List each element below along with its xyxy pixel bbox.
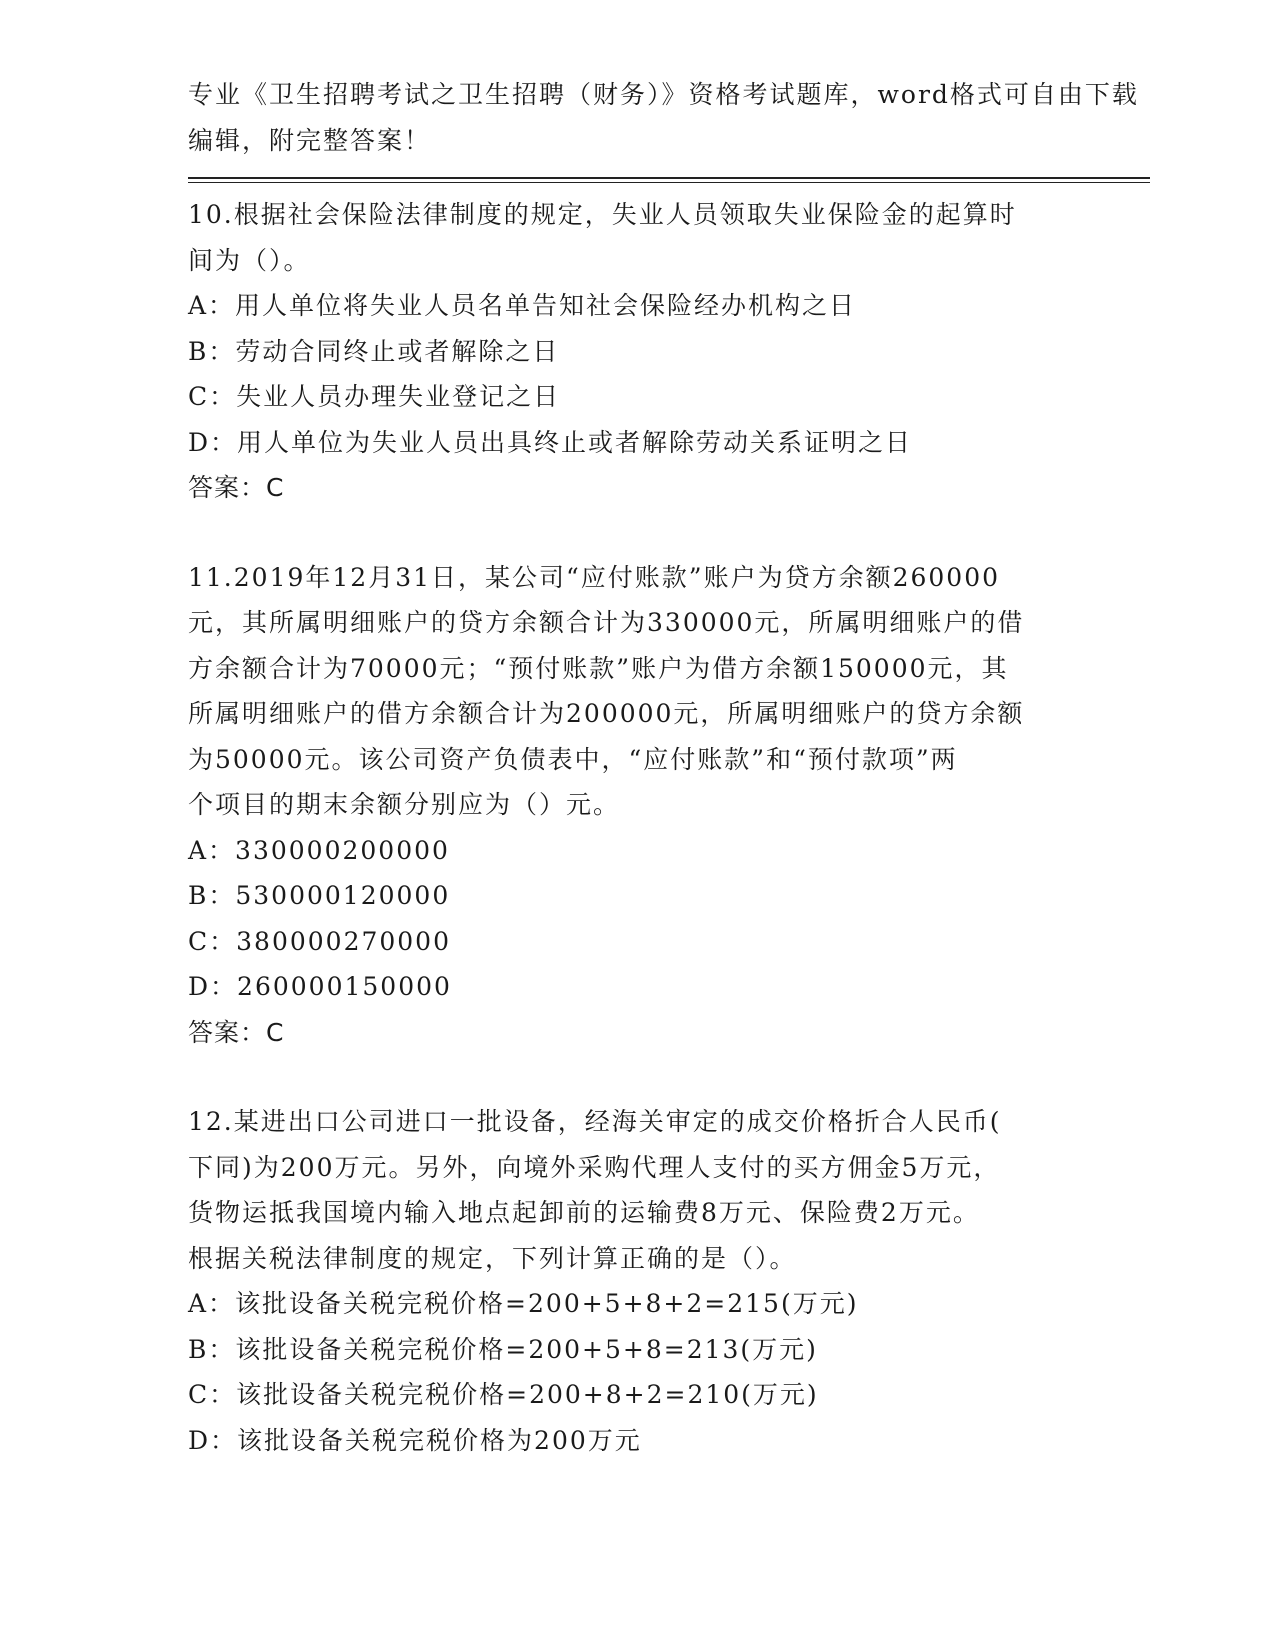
option-d: D：该批设备关税完税价格为200万元 — [188, 1425, 642, 1455]
option-a: A：用人单位将失业人员名单告知社会保险经办机构之日 — [188, 291, 857, 320]
question-spacer — [188, 1055, 1088, 1099]
question-stem-line: 元，其所属明细账户的贷方余额合计为330000元，所属明细账户的借 — [188, 608, 1025, 637]
question-11 — [188, 555, 1088, 1056]
question-stem-line: 10.根据社会保险法律制度的规定，失业人员领取失业保险金的起算时 — [188, 200, 1017, 229]
option-d: D：用人单位为失业人员出具终止或者解除劳动关系证明之日 — [188, 427, 913, 457]
option-b: B：530000120000 — [188, 881, 451, 910]
question-stem-line: 方余额合计为70000元；“预付账款”账户为借方余额150000元，其 — [188, 653, 1009, 683]
question-stem-line: 11.2019年12月31日，某公司“应付账款”账户为贷方余额260000 — [188, 562, 1001, 592]
question-stem-line: 为50000元。该公司资产负债表中，“应付账款”和“预付款项”两 — [188, 744, 958, 774]
option-d: D：260000150000 — [188, 972, 452, 1001]
question-10 — [188, 192, 1088, 511]
header-divider-thin — [188, 182, 1150, 183]
question-list — [188, 192, 1088, 1463]
answer-label: 答案：C — [188, 1017, 285, 1047]
header-divider-thick — [188, 177, 1150, 179]
question-spacer — [188, 511, 1088, 555]
question-stem-line: 12.某进出口公司进口一批设备，经海关审定的成交价格折合人民币( — [188, 1107, 1002, 1136]
question-stem-line: 根据关税法律制度的规定，下列计算正确的是（）。 — [188, 1243, 797, 1273]
option-b: B：劳动合同终止或者解除之日 — [188, 336, 560, 366]
question-stem-line: 间为（）。 — [188, 245, 311, 275]
option-c: C：失业人员办理失业登记之日 — [188, 382, 561, 411]
question-stem-line: 下同)为200万元。另外，向境外采购代理人支付的买方佣金5万元， — [188, 1152, 1001, 1182]
option-b: B：该批设备关税完税价格=200+5+8=213(万元) — [188, 1334, 818, 1364]
option-c: C：该批设备关税完税价格=200+8+2=210(万元) — [188, 1380, 819, 1409]
header-line-1: 专业《卫生招聘考试之卫生招聘（财务）》资格考试题库，word格式可自由下载 — [188, 80, 1139, 109]
option-c: C：380000270000 — [188, 926, 451, 956]
question-stem-line: 货物运抵我国境内输入地点起卸前的运输费8万元、保险费2万元。 — [188, 1198, 980, 1227]
option-a: A：该批设备关税完税价格=200+5+8+2=215(万元) — [188, 1289, 859, 1318]
option-a: A：330000200000 — [188, 835, 450, 865]
question-stem-line: 所属明细账户的借方余额合计为200000元，所属明细账户的贷方余额 — [188, 699, 1025, 728]
question-12 — [188, 1099, 1088, 1463]
header-line-2: 编辑，附完整答案！ — [188, 125, 432, 155]
document-header — [188, 72, 1139, 163]
question-stem-line: 个项目的期末余额分别应为（）元。 — [188, 790, 621, 819]
answer-label: 答案：C — [188, 473, 285, 502]
